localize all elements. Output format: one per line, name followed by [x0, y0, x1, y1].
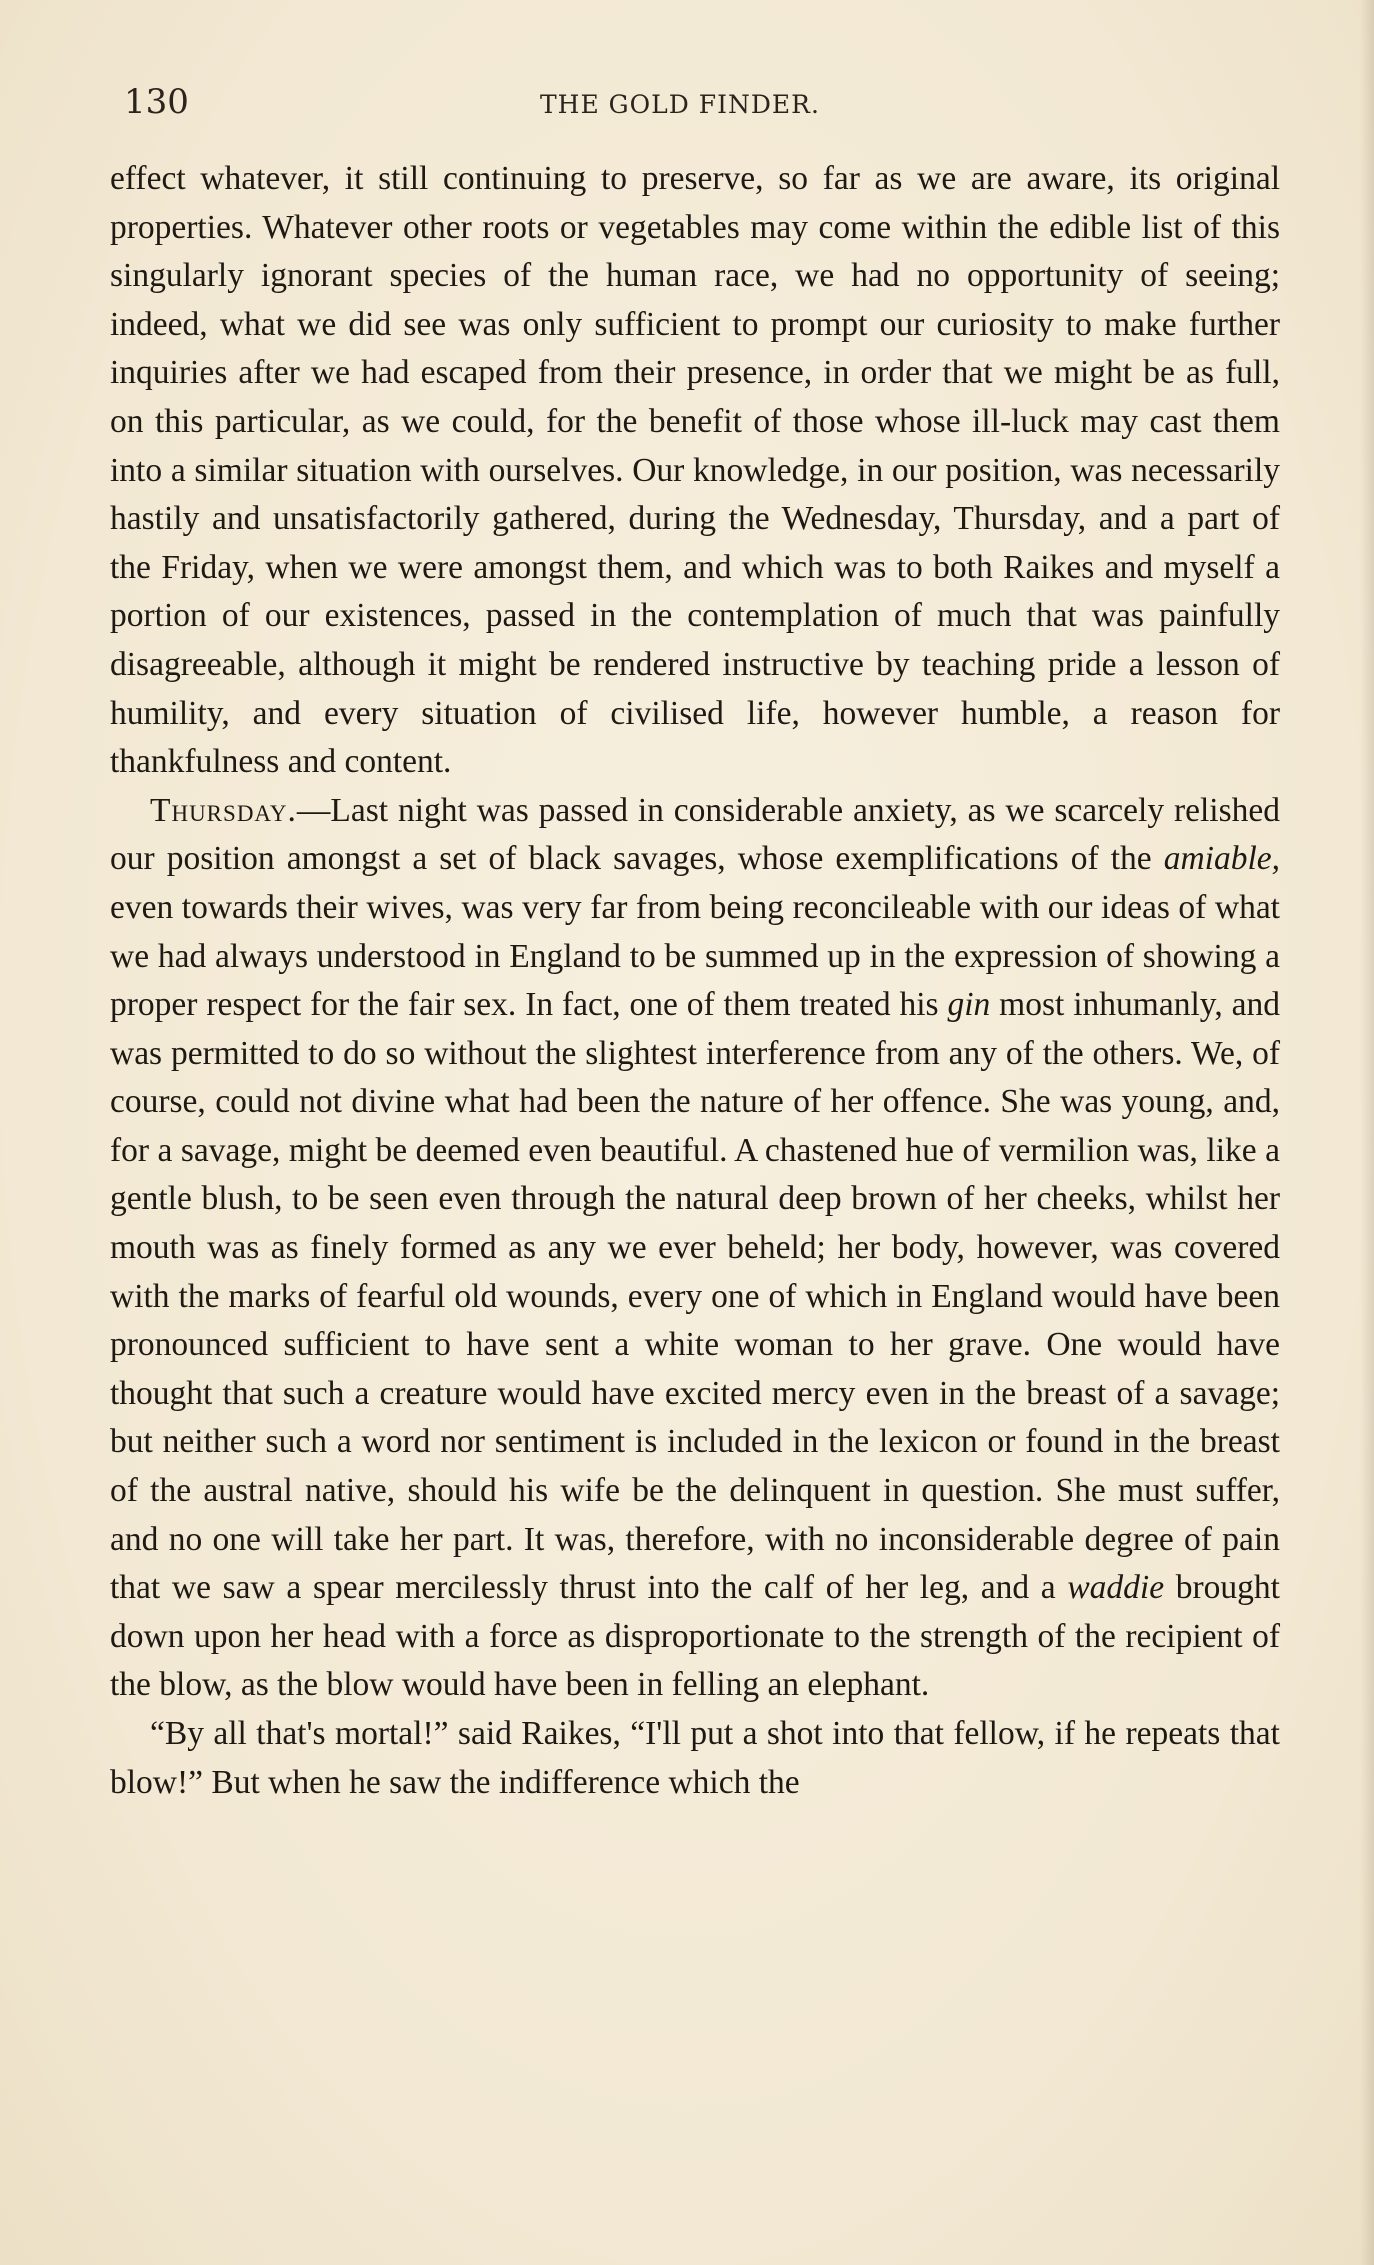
paragraph-2-text-d: brought down upon her head with a force as disproportionate to the strength of the recipient of the blow, as the blow would have been in felling an elephant.	[110, 1569, 1280, 1704]
page-header	[110, 82, 1280, 132]
page-number: 130	[124, 82, 189, 122]
running-title: THE GOLD FINDER.	[540, 90, 820, 119]
paragraph-2-text-c: most inhumanly, and was permitted to do so without the slightest interference from any of the others. We, of course, could not divine what had been the nature of her offence. She was young, and, for a savage, might be deemed even beautiful. A chastened hue of vermilion was, like a gentle blush, to be seen even through the natural deep brown of her cheeks, whilst her mouth was as finely formed as any we ever beheld; her body, however, was covered with the marks of fearful old wounds, every one of which in England would have been pronounced sufficient to have sent a white woman to her grave. One would have thought that such a creature would have excited mercy even in the breast of a savage; but neither such a word nor sentiment is included in the lexicon or found in the breast of the austral native, should his wife be the delinquent in question. She must suffer, and no one will take her part. It was, therefore, with no inconsiderable degree of pain that we saw a spear mercilessly thrust into the calf of her leg, and a	[110, 986, 1280, 1607]
day-heading: Thursday.	[150, 791, 297, 829]
italic-word-amiable: amiable,	[1163, 840, 1280, 878]
body-text	[110, 155, 1280, 1807]
paragraph-2-text-a: —Last night was passed in considerable anxiety, as we scarcely relished our position amongst a set of black savages, whose exemplifications of the	[110, 791, 1280, 878]
italic-word-waddie: waddie	[1067, 1569, 1165, 1607]
paragraph-1: effect whatever, it still continuing to preserve, so far as we are aware, its original properties. Whatever other roots or vegetables may come within the edible list of this singularly ignorant species of the human race, we had no opportunity of seeing; indeed, what we did see was only sufficient to prompt our curiosity to make further inquiries after we had escaped from their presence, in order that we might be as full, on this particular, as we could, for the benefit of those whose ill-luck may cast them into a similar situation with ourselves. Our knowledge, in our position, was necessarily hastily and unsatisfactorily gathered, during the Wednesday, Thursday, and a part of the Friday, when we were amongst them, and which was to both Raikes and myself a portion of our existences, passed in the contemplation of much that was painfully disagreeable, although it might be rendered instructive by teaching pride a lesson of humility, and every situation of civilised life, however humble, a reason for thankfulness and content.	[110, 160, 1280, 781]
paragraph-3: “By all that's mortal!” said Raikes, “I'll put a shot into that fellow, if he repeats that blow!” But when he saw the indifference which the	[110, 1715, 1280, 1801]
page-edge-shadow	[1360, 0, 1374, 2265]
paragraph-2	[110, 787, 1280, 1710]
italic-word-gin: gin	[947, 986, 991, 1024]
paragraph-2-text-b: even towards their wives, was very far from being reconcileable with our ideas of what we had always understood in England to be summed up in the expression of showing a proper respect for the fair sex. In fact, one of them treated his	[110, 888, 1280, 1024]
